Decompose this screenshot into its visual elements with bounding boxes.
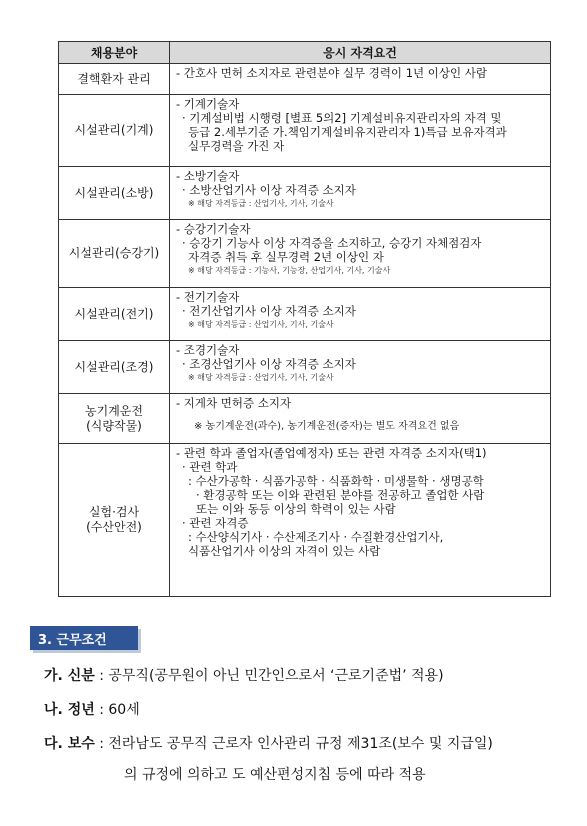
- requirement-line: : 수산양식기사 · 수산제조기사 · 수질환경산업기사,: [188, 530, 444, 544]
- condition-pay-label: 다. 보수: [44, 736, 95, 752]
- requirement-line: · 기계설비법 시행령 [별표 5의2] 기계설비유지관리자의 자격 및: [182, 111, 502, 125]
- requirement-line: 자격증 취득 후 실무경력 2년 이상인 자: [188, 250, 384, 264]
- category-cell: [59, 394, 170, 444]
- table-header-row: [59, 42, 551, 64]
- requirement-line: · 전기산업기사 이상 자격증 소지자: [182, 304, 356, 318]
- table-row: [59, 341, 551, 394]
- category-label: 시설관리(기계): [74, 123, 154, 137]
- category-cell: [59, 444, 170, 597]
- category-cell: [59, 341, 170, 394]
- requirement-line: · 승강기 기능사 이상 자격증을 소지하고, 승강기 자체점검자: [182, 236, 482, 250]
- category-label: 시설관리(조경): [74, 359, 154, 374]
- table-row: [59, 167, 551, 220]
- requirement-line: 실무경력을 가진 자: [188, 139, 285, 153]
- requirement-cell: [170, 64, 551, 95]
- requirement-cell: [170, 444, 551, 597]
- section-title-work-conditions: [30, 626, 138, 650]
- category-label: 실험·검사: [88, 505, 140, 519]
- requirement-cell: [170, 341, 551, 394]
- condition-pay: [44, 733, 493, 753]
- requirement-line: 등급 2.세부기준 가.책임기계설비유지관리자 1)특급 보유자격과: [188, 125, 507, 139]
- condition-retirement-label: 나. 정년: [44, 702, 95, 718]
- table-row: [59, 95, 551, 167]
- requirement-cell: [170, 394, 551, 444]
- category-label: 결핵환자 관리: [77, 71, 151, 86]
- requirement-cell: [170, 95, 551, 167]
- requirement-line: - 조경기술자: [176, 343, 240, 357]
- requirement-cell: [170, 288, 551, 341]
- requirement-line: - 간호사 면허 소지자로 관련분야 실무 경력이 1년 이상인 사람: [176, 66, 487, 80]
- category-cell: [59, 220, 170, 288]
- qualification-note: ※ 농기계운전(과수), 농기계운전(증자)는 별도 자격요건 없음: [194, 421, 460, 432]
- requirement-cell: [170, 220, 551, 288]
- requirement-line: · 소방산업기사 이상 자격증 소지자: [182, 183, 356, 197]
- condition-retirement: [44, 699, 140, 719]
- category-label: (수산안전): [86, 520, 142, 534]
- requirement-line: : 수산가공학 · 식품가공학 · 식품화학 · 미생물학 · 생명공학: [188, 474, 484, 488]
- requirement-line: · 조경산업기사 이상 자격증 소지자: [182, 357, 356, 371]
- qualification-note: ※ 해당 자격등급 : 산업기사, 기사, 기술사: [188, 199, 334, 208]
- table-row: [59, 288, 551, 341]
- table-row: [59, 220, 551, 288]
- category-label: 시설관리(소방): [74, 185, 154, 200]
- requirement-line: - 지게차 면허증 소지자: [176, 396, 292, 410]
- qualification-note: ※ 해당 자격등급 : 산업기사, 기사, 기술사: [188, 373, 334, 382]
- header-field: 채용분야: [59, 42, 170, 64]
- section-title: 3. 근무조건: [38, 632, 107, 648]
- category-cell: [59, 167, 170, 220]
- category-cell: [59, 95, 170, 167]
- table-row: [59, 64, 551, 95]
- requirement-line: 식품산업기사 이상의 자격이 있는 사람: [188, 544, 381, 558]
- condition-pay-text-cont: 의 규정에 의하고 도 예산편성지침 등에 따라 적용: [124, 767, 426, 783]
- requirement-line: - 승강기기술자: [176, 222, 251, 236]
- category-cell: [59, 64, 170, 95]
- requirement-line: · 관련 자격증: [182, 516, 249, 530]
- requirement-cell: [170, 167, 551, 220]
- condition-status-label: 가. 신분: [44, 668, 95, 684]
- condition-pay-text: : 전라남도 공무직 근로자 인사관리 규정 제31조(보수 및 지급일): [99, 736, 493, 752]
- condition-status-text: : 공무직(공무원이 아닌 민간인으로서 ‘근로기준법’ 적용): [99, 668, 444, 684]
- condition-retirement-text: : 60세: [99, 702, 140, 718]
- requirement-line: - 소방기술자: [176, 169, 240, 183]
- category-label: 시설관리(전기): [74, 306, 154, 321]
- requirement-line: · 관련 학과: [182, 460, 238, 474]
- qualification-note: ※ 해당 자격등급 : 기능사, 기능장, 산업기사, 기사, 기술사: [188, 266, 391, 275]
- table-row: [59, 394, 551, 444]
- category-label: 시설관리(승강기): [68, 246, 160, 260]
- table-row: [59, 444, 551, 597]
- header-requirements: 응시 자격요건: [170, 42, 551, 64]
- requirement-line: - 기계기술자: [176, 97, 240, 111]
- requirement-line: · 환경공학 또는 이와 관련된 분야를 전공하고 졸업한 사람: [196, 488, 485, 502]
- condition-status: [44, 665, 444, 685]
- qualification-table: [58, 41, 551, 597]
- category-cell: [59, 288, 170, 341]
- requirement-line: - 전기기술자: [176, 290, 240, 304]
- requirement-line: 또는 이와 동등 이상의 학력이 있는 사람: [196, 502, 396, 516]
- requirement-line: - 관련 학과 졸업자(졸업예정자) 또는 관련 자격증 소지자(택1): [176, 446, 487, 460]
- qualification-note: ※ 해당 자격등급 : 산업기사, 기사, 기술사: [188, 320, 334, 329]
- category-label: 농기계운전: [85, 403, 143, 418]
- category-label: (식량작물): [86, 418, 142, 433]
